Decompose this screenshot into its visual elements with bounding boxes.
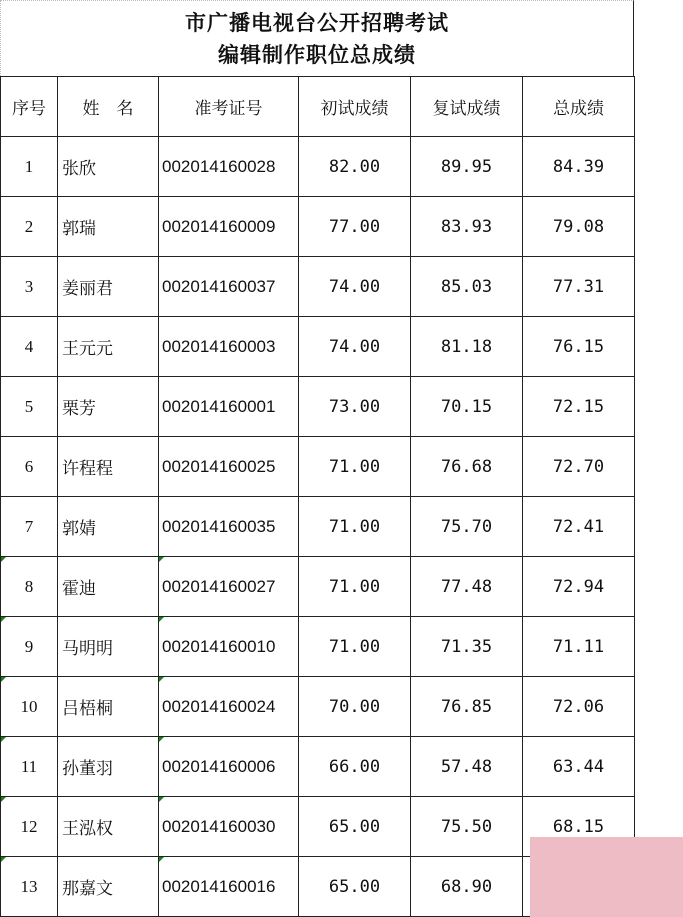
initial-score-cell: 77.00 <box>299 197 411 257</box>
retest-score-cell: 75.70 <box>411 497 523 557</box>
table-row <box>1 257 635 317</box>
name-cell: 孙董羽 <box>58 737 159 797</box>
initial-score-cell: 71.00 <box>299 617 411 677</box>
total-score-cell: 63.44 <box>523 737 635 797</box>
name-cell: 许程程 <box>58 437 159 497</box>
initial-score-cell: 65.00 <box>299 797 411 857</box>
name-cell: 那嘉文 <box>58 857 159 917</box>
row-number-cell: 8 <box>1 557 58 617</box>
exam-id-cell: 002014160016 <box>159 857 299 917</box>
header-name: 姓 名 <box>58 77 159 137</box>
header-no: 序号 <box>1 77 58 137</box>
total-score-cell: 76.15 <box>523 317 635 377</box>
initial-score-cell: 66.00 <box>299 737 411 797</box>
row-number-cell: 11 <box>1 737 58 797</box>
name-cell: 郭瑞 <box>58 197 159 257</box>
score-table <box>0 76 635 917</box>
name-cell: 姜丽君 <box>58 257 159 317</box>
header-total-score: 总成绩 <box>523 77 635 137</box>
sheet-title <box>0 0 634 76</box>
total-score-cell: 72.06 <box>523 677 635 737</box>
initial-score-cell: 73.00 <box>299 377 411 437</box>
name-cell: 马明明 <box>58 617 159 677</box>
total-score-cell: 72.41 <box>523 497 635 557</box>
pink-overlay-block <box>530 837 683 917</box>
initial-score-cell: 70.00 <box>299 677 411 737</box>
retest-score-cell: 77.48 <box>411 557 523 617</box>
retest-score-cell: 68.90 <box>411 857 523 917</box>
row-number-cell: 12 <box>1 797 58 857</box>
row-number-cell: 13 <box>1 857 58 917</box>
name-cell: 张欣 <box>58 137 159 197</box>
initial-score-cell: 82.00 <box>299 137 411 197</box>
retest-score-cell: 70.15 <box>411 377 523 437</box>
table-row <box>1 197 635 257</box>
exam-id-cell: 002014160025 <box>159 437 299 497</box>
retest-score-cell: 75.50 <box>411 797 523 857</box>
total-score-cell: 72.15 <box>523 377 635 437</box>
initial-score-cell: 71.00 <box>299 497 411 557</box>
row-number-cell: 2 <box>1 197 58 257</box>
retest-score-cell: 89.95 <box>411 137 523 197</box>
total-score-cell: 71.11 <box>523 617 635 677</box>
exam-id-cell: 002014160010 <box>159 617 299 677</box>
table-row <box>1 497 635 557</box>
header-exam-id: 准考证号 <box>159 77 299 137</box>
title-line-2: 编辑制作职位总成绩 <box>218 43 416 67</box>
exam-id-cell: 002014160028 <box>159 137 299 197</box>
header-row <box>1 77 635 137</box>
table-row <box>1 617 635 677</box>
exam-id-cell: 002014160027 <box>159 557 299 617</box>
table-row <box>1 137 635 197</box>
total-score-cell: 79.08 <box>523 197 635 257</box>
initial-score-cell: 71.00 <box>299 557 411 617</box>
row-number-cell: 3 <box>1 257 58 317</box>
row-number-cell: 9 <box>1 617 58 677</box>
name-cell: 吕梧桐 <box>58 677 159 737</box>
exam-id-cell: 002014160003 <box>159 317 299 377</box>
exam-id-cell: 002014160009 <box>159 197 299 257</box>
name-cell: 霍迪 <box>58 557 159 617</box>
retest-score-cell: 85.03 <box>411 257 523 317</box>
row-number-cell: 10 <box>1 677 58 737</box>
exam-id-cell: 002014160001 <box>159 377 299 437</box>
row-number-cell: 4 <box>1 317 58 377</box>
row-number-cell: 6 <box>1 437 58 497</box>
exam-id-cell: 002014160006 <box>159 737 299 797</box>
header-retest-score: 复试成绩 <box>411 77 523 137</box>
row-number-cell: 5 <box>1 377 58 437</box>
retest-score-cell: 76.68 <box>411 437 523 497</box>
total-score-cell: 68.15 <box>523 797 635 857</box>
name-cell: 栗芳 <box>58 377 159 437</box>
initial-score-cell: 74.00 <box>299 257 411 317</box>
retest-score-cell: 71.35 <box>411 617 523 677</box>
table-row <box>1 737 635 797</box>
retest-score-cell: 81.18 <box>411 317 523 377</box>
initial-score-cell: 74.00 <box>299 317 411 377</box>
table-row <box>1 317 635 377</box>
total-score-cell: 77.31 <box>523 257 635 317</box>
total-score-cell: 84.39 <box>523 137 635 197</box>
row-number-cell: 7 <box>1 497 58 557</box>
retest-score-cell: 57.48 <box>411 737 523 797</box>
table-row <box>1 677 635 737</box>
retest-score-cell: 76.85 <box>411 677 523 737</box>
initial-score-cell: 71.00 <box>299 437 411 497</box>
total-score-cell: 72.94 <box>523 557 635 617</box>
total-score-cell: 72.70 <box>523 437 635 497</box>
exam-id-cell: 002014160037 <box>159 257 299 317</box>
exam-id-cell: 002014160024 <box>159 677 299 737</box>
name-cell: 郭婧 <box>58 497 159 557</box>
initial-score-cell: 65.00 <box>299 857 411 917</box>
row-number-cell: 1 <box>1 137 58 197</box>
name-cell: 王泓权 <box>58 797 159 857</box>
name-cell: 王元元 <box>58 317 159 377</box>
table-row <box>1 437 635 497</box>
exam-id-cell: 002014160035 <box>159 497 299 557</box>
title-line-1: 市广播电视台公开招聘考试 <box>185 11 449 35</box>
retest-score-cell: 83.93 <box>411 197 523 257</box>
table-row <box>1 377 635 437</box>
table-row <box>1 557 635 617</box>
exam-id-cell: 002014160030 <box>159 797 299 857</box>
header-initial-score: 初试成绩 <box>299 77 411 137</box>
